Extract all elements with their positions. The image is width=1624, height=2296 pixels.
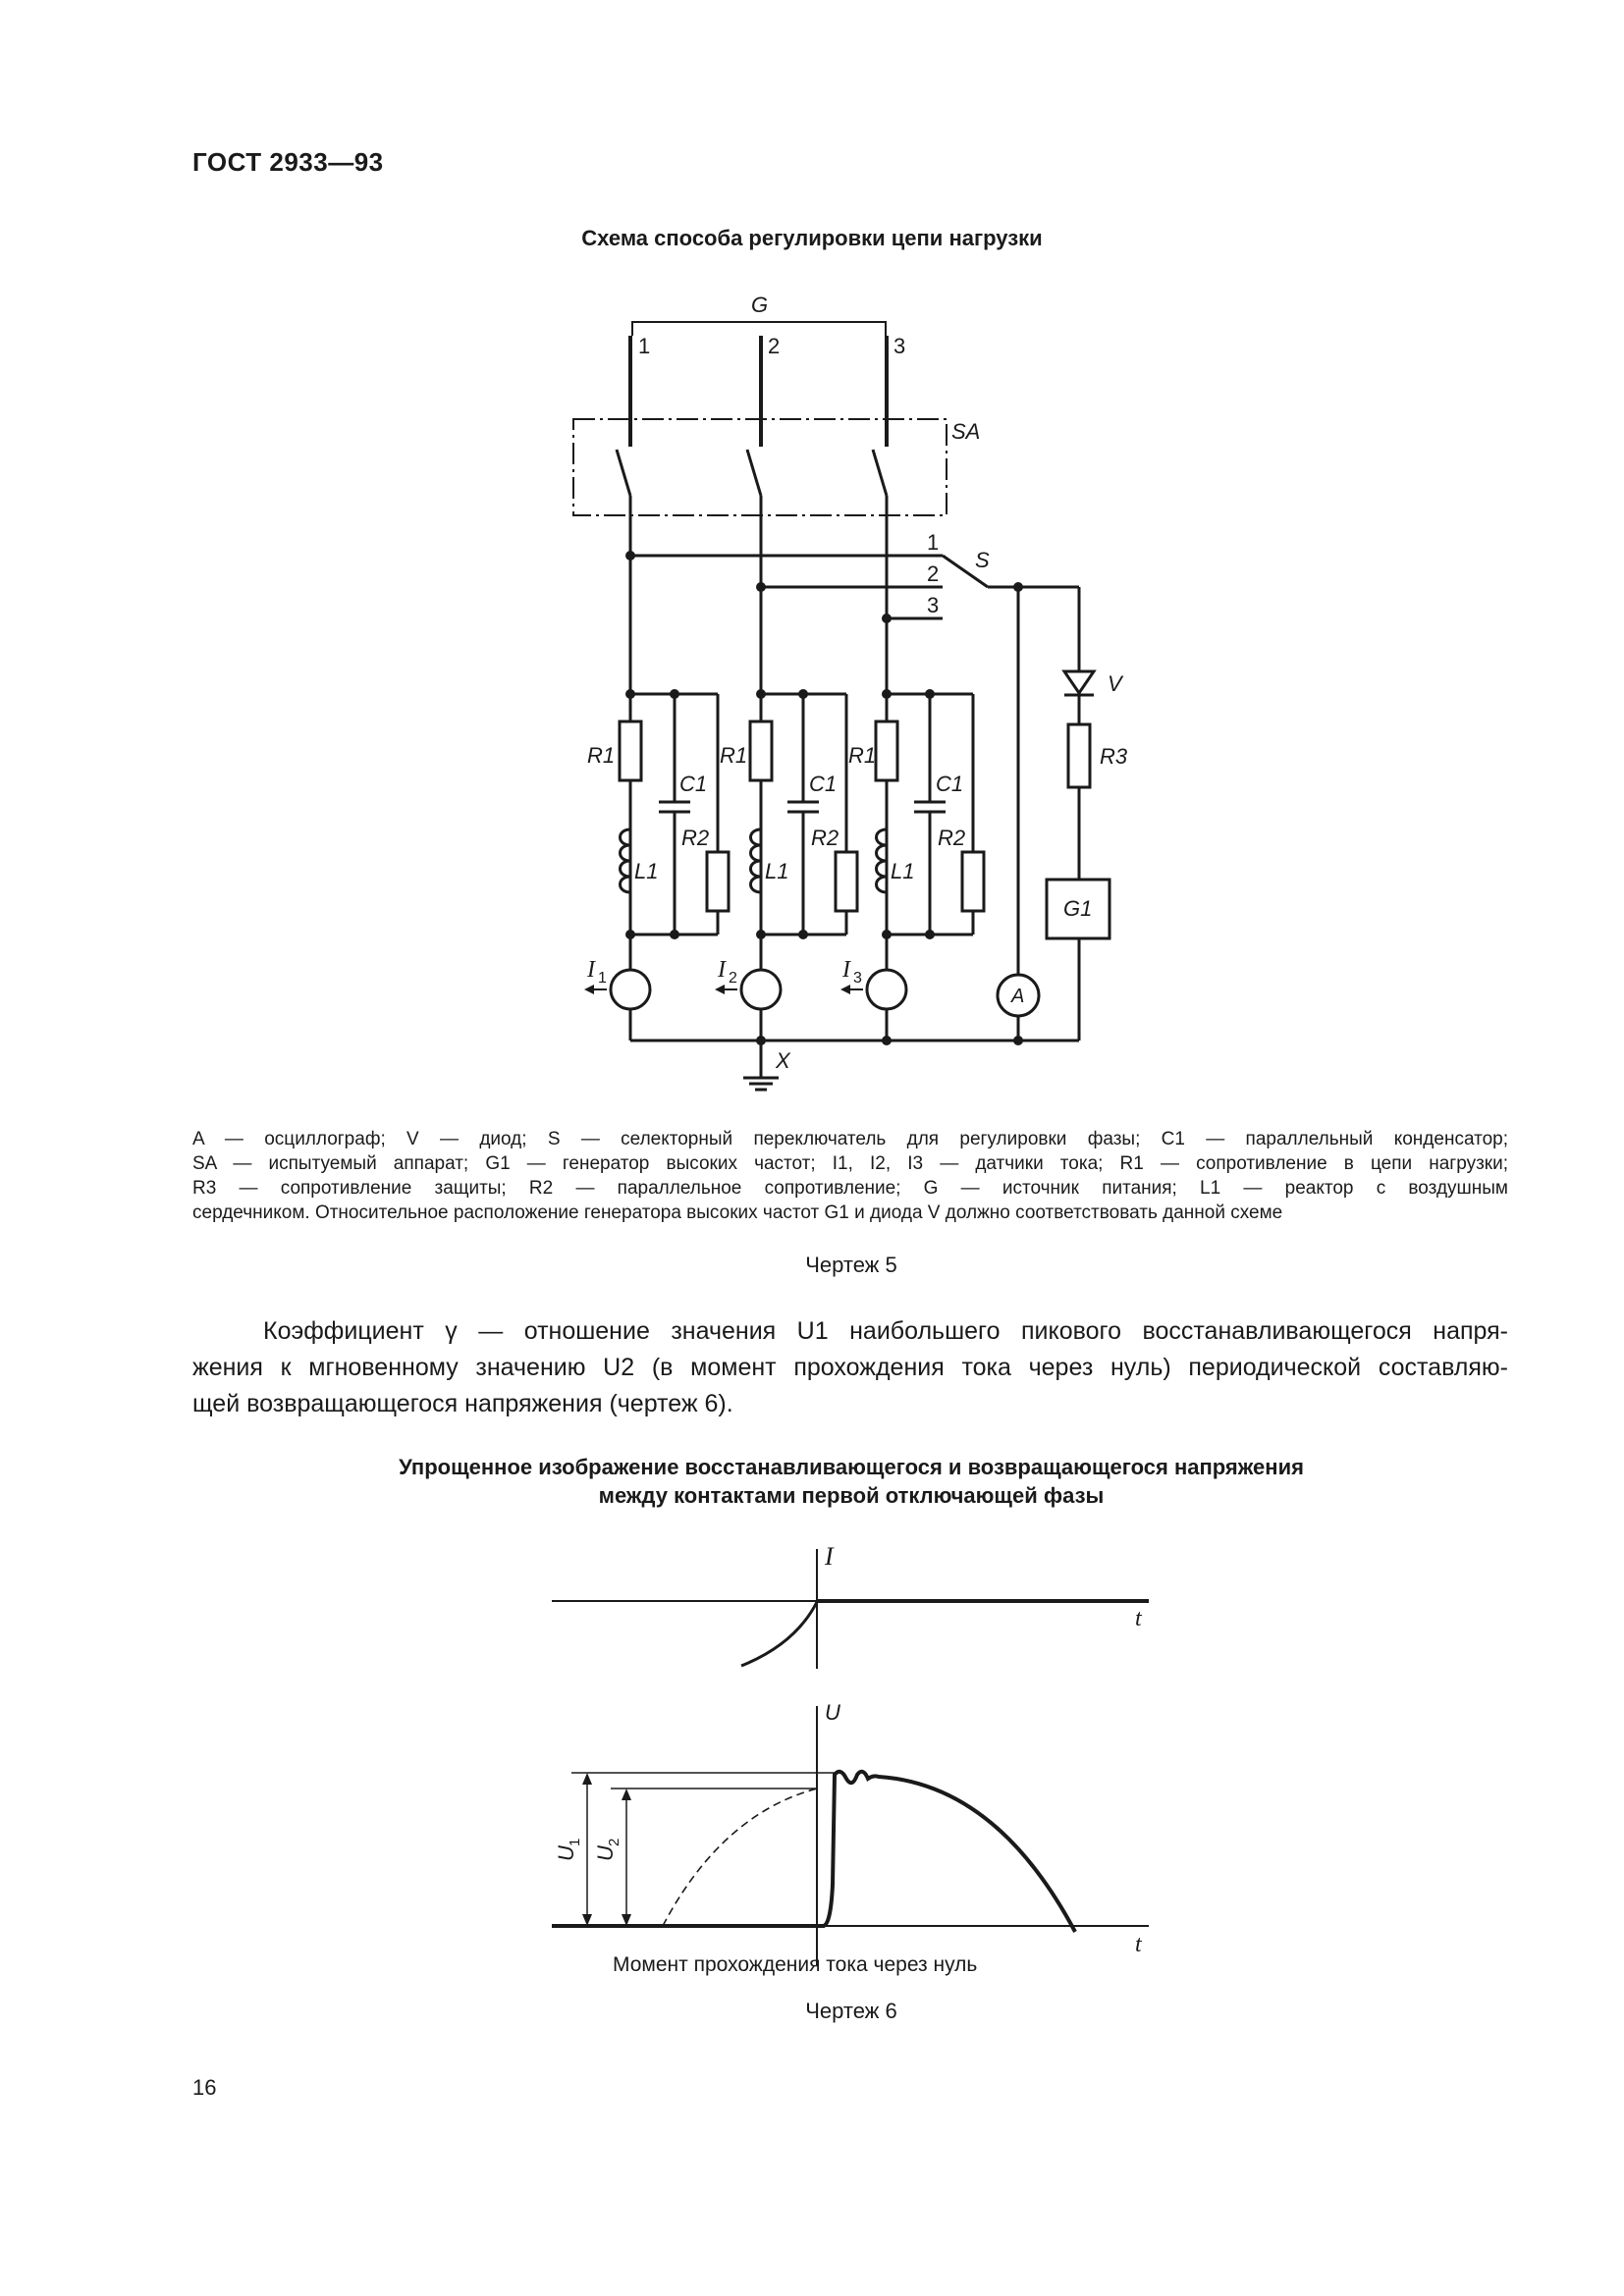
label-subscript: 1 <box>567 1838 583 1846</box>
label-sa: SA <box>951 419 981 444</box>
legend-line: R3 — сопротивление защиты; R2 — параллельное сопротивление; G — источник питания; L1 — реактор с воздушным <box>192 1178 1508 1199</box>
label-selector: 3 <box>927 593 940 617</box>
label-voltage: U <box>825 1700 840 1725</box>
label-subscript: 2 <box>729 970 737 987</box>
label-a: A <box>1011 986 1025 1007</box>
recovery-voltage-curve <box>823 1772 1075 1932</box>
label-current-sensor: I <box>842 957 850 983</box>
label-r1: R1 <box>720 743 748 768</box>
figure-6-title-line: между контактами первой отключающей фазы <box>598 1483 1105 1508</box>
label-phase: 2 <box>768 334 781 358</box>
body-paragraph <box>192 1313 1508 1422</box>
label-g: G <box>751 293 769 317</box>
label-c1: C1 <box>809 772 838 796</box>
zero-crossing-label: Момент прохождения тока через нуль <box>613 1953 978 1976</box>
current-curve <box>741 1602 817 1666</box>
rlc-module <box>715 694 857 1009</box>
legend-line: A — осциллограф; V — диод; S — селекторный переключатель для регулировки фазы; C1 — параллельный конденсатор; <box>192 1129 1508 1149</box>
label-current: I <box>825 1542 834 1571</box>
label-r2: R2 <box>681 826 710 850</box>
legend-line: сердечником. Относительное расположение генератора высоких частот G1 и диода V должно соответствовать данной схеме <box>192 1202 1283 1223</box>
figure-6-title-line: Упрощенное изображение восстанавливающегося и возвращающегося напряжения <box>399 1455 1304 1479</box>
standard-header: ГОСТ 2933—93 <box>192 147 384 177</box>
figure-6-title <box>0 1453 1624 1510</box>
label-time: t <box>1135 1606 1142 1631</box>
label-u1: U <box>554 1845 578 1861</box>
paragraph-line: жения к мгновенному значению U2 (в момент прохождения тока через нуль) периодической составляю- <box>192 1354 1508 1381</box>
label-selector: 1 <box>927 530 940 555</box>
label-l1: L1 <box>634 859 659 883</box>
label-current-sensor: I <box>587 957 595 983</box>
circuit-diagram <box>0 0 1624 1119</box>
label-r2: R2 <box>938 826 966 850</box>
label-r1: R1 <box>587 743 616 768</box>
figure-5-title: Схема способа регулировки цепи нагрузки <box>581 226 1043 250</box>
figure-6-caption: Чертеж 6 <box>805 1999 897 2023</box>
figure-5-legend <box>192 1127 1508 1225</box>
waveform-plot <box>0 1531 1624 1983</box>
rlc-module <box>584 694 729 1009</box>
label-x: X <box>776 1048 790 1073</box>
label-u2: U <box>593 1845 618 1861</box>
paragraph-line: Коэффициент γ — отношение значения U1 наибольшего пикового восстанавливающегося напря- <box>263 1317 1508 1345</box>
rlc-module <box>840 694 984 1009</box>
label-subscript: 3 <box>853 970 862 987</box>
label-r2: R2 <box>811 826 839 850</box>
label-l1: L1 <box>765 859 789 883</box>
label-g1: G1 <box>1063 896 1093 921</box>
figure-5-caption: Чертеж 5 <box>805 1253 897 1277</box>
label-subscript: 2 <box>606 1838 623 1846</box>
label-time: t <box>1135 1932 1142 1957</box>
label-phase: 3 <box>893 334 906 358</box>
label-current-sensor: I <box>718 957 726 983</box>
paragraph-line: щей возвращающегося напряжения (чертеж 6). <box>192 1390 733 1417</box>
label-c1: C1 <box>679 772 708 796</box>
legend-line: SA — испытуемый аппарат; G1 — генератор высоких частот; I1, I2, I3 — датчики тока; R1 — сопротивление в цепи нагрузки; <box>192 1153 1508 1174</box>
page-number: 16 <box>192 2075 217 2100</box>
label-r1: R1 <box>848 743 877 768</box>
label-s: S <box>975 548 990 572</box>
label-r3: R3 <box>1100 744 1128 769</box>
label-subscript: 1 <box>598 970 607 987</box>
label-v: V <box>1108 671 1122 696</box>
label-selector: 2 <box>927 561 940 586</box>
periodic-component-curve <box>663 1789 817 1926</box>
label-l1: L1 <box>891 859 915 883</box>
label-phase: 1 <box>638 334 651 358</box>
label-c1: C1 <box>936 772 964 796</box>
